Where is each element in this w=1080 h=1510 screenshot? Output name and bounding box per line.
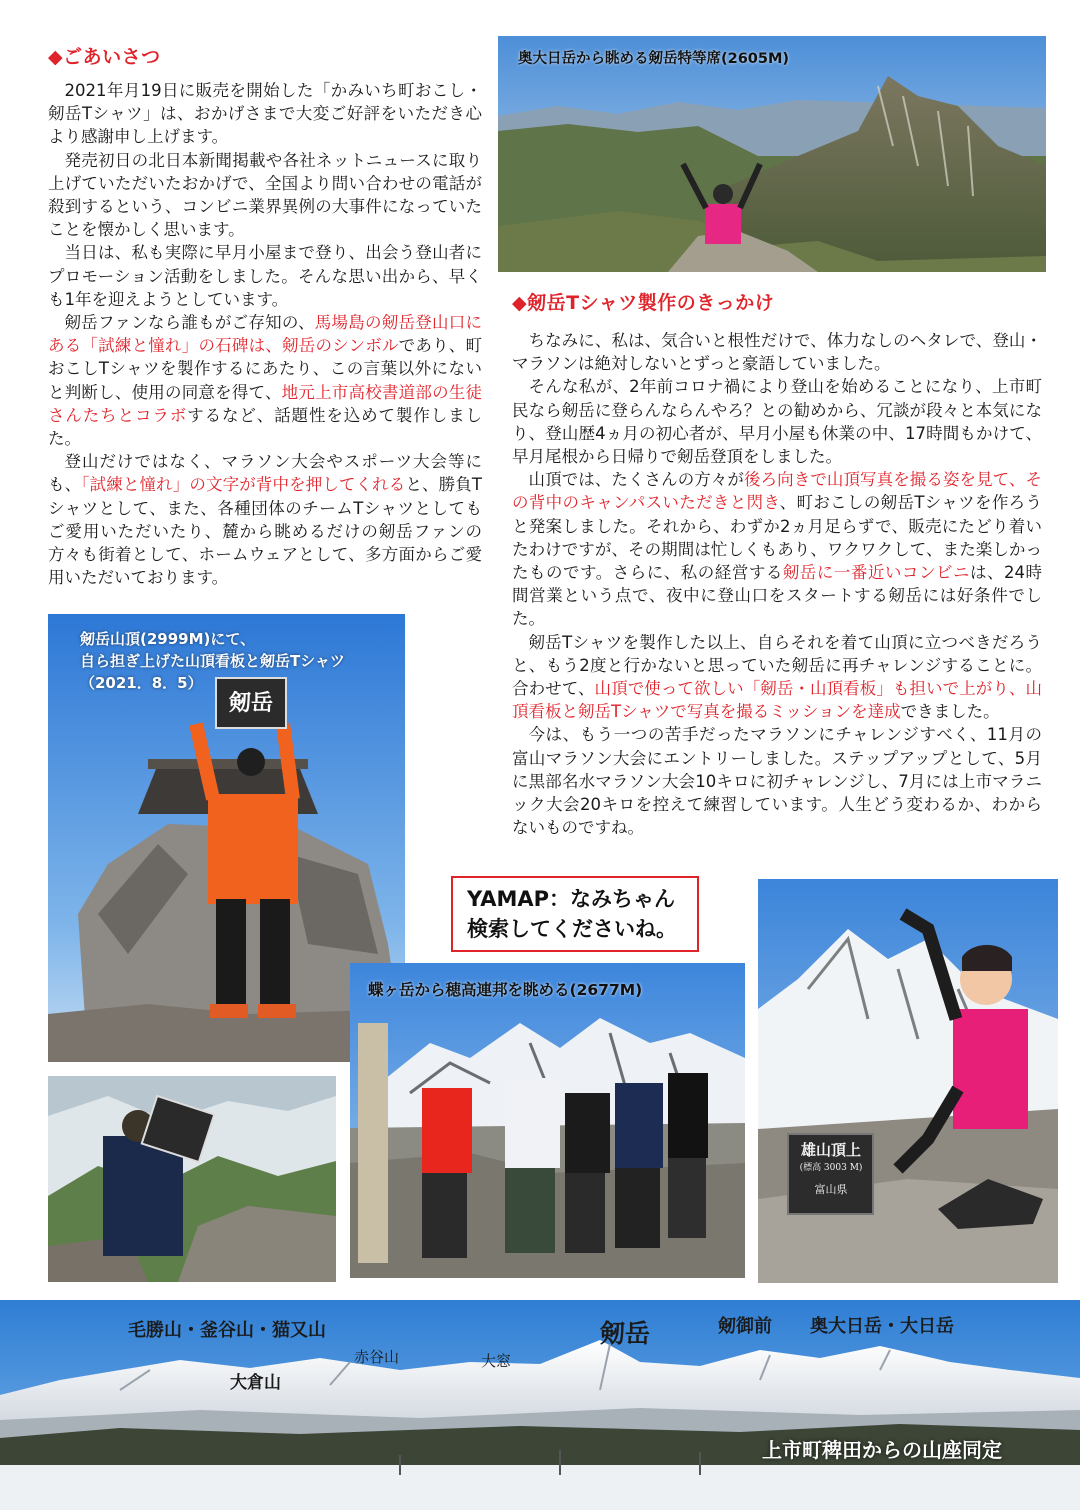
origin-paragraph xyxy=(512,375,1042,468)
body-text: 当日は、私も実際に早月小屋まで登り、出会う登山者にプロモーション活動をしました。そんな思い出から、早くも1年を迎えようとしています。 xyxy=(48,243,482,309)
summit-sign-text: 剱岳 xyxy=(228,690,273,716)
yamap-line1: YAMAP：なみちゃん xyxy=(467,887,675,911)
greeting-paragraph xyxy=(48,241,482,311)
body-text: するなど、話題性を込めて製作しました。 xyxy=(48,405,483,449)
body-text: できました。 xyxy=(900,702,1000,722)
origin-section xyxy=(512,288,1042,839)
oyama-sign xyxy=(792,1139,870,1199)
body-text: 発売初日の北日本新聞掲載や各社ネットニュースに取り上げていただいたおかげで、全国より問い合わせの電話が殺到するという、コンビニ業界異例の大事件になっていたことを懐かしく思います。 xyxy=(48,150,482,240)
body-text: であり、町おこしTシャツを製作するにあたり、この言葉以外にないと判断し、使用の同意を得て、 xyxy=(48,336,483,402)
body-text: 登山だけではなく、マラソン大会やスポーツ大会等にも、 xyxy=(48,452,482,495)
origin-body xyxy=(512,329,1042,839)
panorama-label-omado: 大窓 xyxy=(481,1352,512,1370)
summit-caption-line3: （2021．8．5） xyxy=(80,674,203,692)
origin-paragraph xyxy=(512,631,1042,724)
body-text: 今は、もう一つの苦手だったマラソンにチャレンジすべく、11月の富山マラソン大会にエントリーしました。ステップアップとして、5月に黒部名水マラソン大会10キロに初チャレンジし、7月には上市マラニック大会20キロを控えて練習しています。人生どう変わるか、わからないものですね。 xyxy=(512,725,1042,838)
panorama-footer: 上市町稗田からの山座同定 xyxy=(762,1438,1002,1462)
body-text: そんな私が、2年前コロナ禍により登山を始めることになり、上市町民なら剱岳に登らんならんやろ？との勧めから、冗談が段々と本気になり、登山歴4ヵ月の初心者が、早月小屋も休業の中、17時間もかけて、早月尾根から日帰りで剱岳登頂をしました。 xyxy=(512,377,1042,467)
greeting-section xyxy=(48,42,482,589)
greeting-paragraph xyxy=(48,311,482,450)
panorama-photo xyxy=(0,1300,1080,1510)
body-text: は、24時間営業という点で、夜中に登山口をスタートする剱岳には好条件でした。 xyxy=(512,563,1043,629)
highlight-text: 後ろ向きで山頂写真を撮る姿を見て、その背中のキャンパスいただきと閃き xyxy=(512,470,1043,513)
highlight-text: 「試練と憧れ」の文字が背中を押してくれる xyxy=(81,475,406,495)
origin-paragraph xyxy=(512,329,1042,375)
summit-caption-line2: 自ら担ぎ上げた山頂看板と剱岳Tシャツ xyxy=(80,652,345,670)
body-text: 剱岳Tシャツを製作した以上、自らそれを着て山頂に立つべきだろうと、もう2度と行かないと思っていた剱岳に再チャレンジすることに。合わせて、 xyxy=(512,632,1042,699)
highlight-text: 地元上市高校書道部の生徒さんたちとコラボ xyxy=(48,382,483,425)
summit-caption-line1: 剱岳山頂(2999M)にて、 xyxy=(80,630,256,648)
greeting-paragraph xyxy=(48,79,482,149)
oyama-photo xyxy=(758,879,1058,1283)
oyama-sign-line2: (標高 3003 M) xyxy=(799,1163,863,1173)
panorama-label-tsurugi: 剱岳 xyxy=(600,1319,651,1348)
summit-caption xyxy=(80,628,345,694)
highlight-text: 馬場島の剱岳登山口にある「試練と憧れ」の石碑は、剱岳のシンボル xyxy=(48,313,483,356)
oyama-sign-line3: 富山県 xyxy=(814,1183,848,1196)
panorama-label-tsurugigozen: 剱御前 xyxy=(718,1316,772,1337)
oyama-sign-line1: 雄山頂上 xyxy=(800,1141,861,1159)
panorama-label-kekachi: 毛勝山・釜谷山・猫又山 xyxy=(128,1320,326,1341)
greeting-paragraph xyxy=(48,450,482,589)
origin-paragraph xyxy=(512,723,1042,839)
yamap-box xyxy=(451,876,699,952)
panorama-label-okura: 大倉山 xyxy=(230,1373,281,1393)
body-text: 剱岳ファンなら誰もがご存知の、 xyxy=(64,313,315,333)
origin-heading: ◆剱岳Tシャツ製作のきっかけ xyxy=(512,292,775,314)
highlight-text: 剱岳に一番近いコンビニ xyxy=(782,563,970,583)
body-text: 2021年月19日に販売を開始した「かみいち町おこし・剱岳Tシャツ」は、おかげさまで大変ご好評をいただき心より感謝申し上げます。 xyxy=(48,81,482,147)
panorama-label-okudainichi: 奥大日岳・大日岳 xyxy=(810,1316,954,1337)
greeting-heading: ◆ごあいさつ xyxy=(48,46,161,68)
body-text: 、町おこしの剱岳Tシャツを作ろうと発案しました。それから、わずか2ヵ月足らずで、販売にたどり着いたわけですが、その期間は忙しくもあり、ワクワクして、また楽しかったものです。さらに、私の経営する xyxy=(512,493,1043,583)
okudainichi-photo xyxy=(498,36,1046,272)
body-text: と、勝負Tシャツとして、また、各種団体のチームTシャツとしてもご愛用いただいたり、麓から眺めるだけの剱岳ファンの方々も街着として、ホームウェアとして、多方面からご愛用いただいております。 xyxy=(48,475,483,588)
panorama-label-akatani: 赤谷山 xyxy=(354,1348,400,1366)
body-text: 山頂では、たくさんの方々が xyxy=(528,470,745,490)
sign-back-photo xyxy=(48,1076,336,1282)
body-text: ちなみに、私は、気合いと根性だけで、体力なしのヘタレで、登山・マラソンは絶対しないとずっと豪語していました。 xyxy=(512,331,1042,374)
origin-paragraph xyxy=(512,468,1042,630)
yamap-line2: 検索してくださいね。 xyxy=(467,917,677,941)
highlight-text: 山頂で使って欲しい「剱岳・山頂看板」も担いで上がり、山頂看板と剱岳Tシャツで写真を撮るミッションを達成 xyxy=(512,679,1042,722)
greeting-paragraph xyxy=(48,149,482,242)
okudainichi-caption: 奥大日岳から眺める剱岳特等席(2605M) xyxy=(518,51,790,67)
chogatake-caption: 蝶ヶ岳から穂高連邦を眺める(2677M) xyxy=(368,981,643,999)
greeting-body xyxy=(48,79,482,589)
chogatake-photo xyxy=(350,963,745,1278)
